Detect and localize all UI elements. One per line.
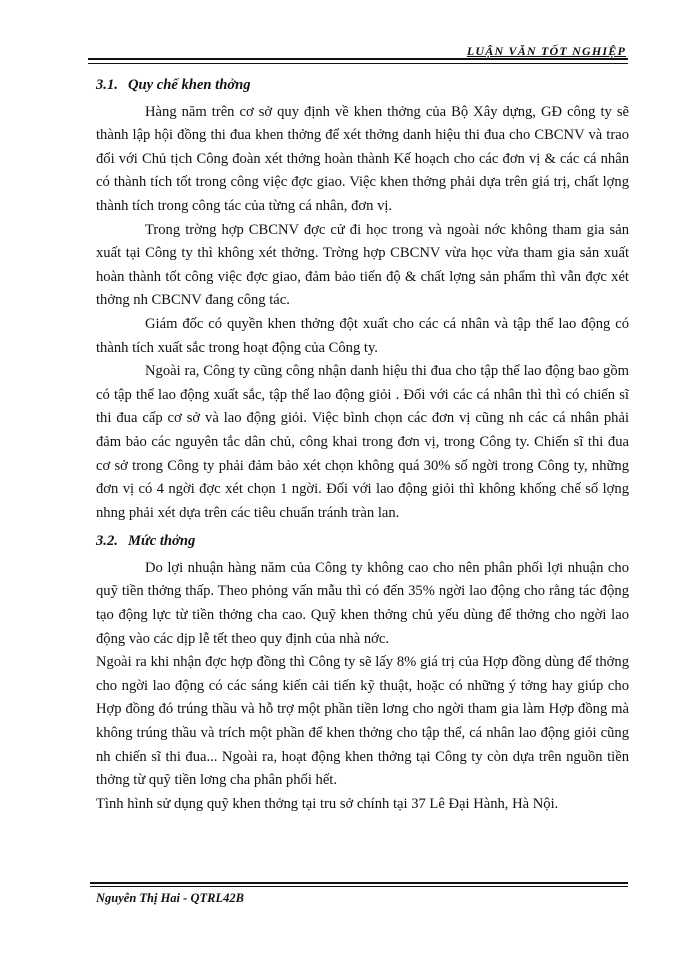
header-rule-thin (88, 63, 628, 64)
paragraph: Giám đốc có quyền khen thởng đột xuất cho các cá nhân và tập thể lao động có thành tích xuất sắc trong hoạt động của Công ty. (96, 315, 629, 356)
section-title: Quy chế khen thởng (128, 77, 251, 93)
section-title: Mức thởng (128, 533, 196, 550)
paragraph: Trong trờng hợp CBCNV đợc cử đi học trong và ngoài nớc không tham gia sản xuất tại Công ty thì không xét thởng. Trờng hợp CBCNV vừa học vừa tham gia sản xuất hoàn thành tốt công việc đợc giao, đảm bảo tiến độ & chất lợng sản phẩm thì vẫn đợc xét thởng nh CBCNV đang công tác. (96, 221, 629, 309)
paragraph: Ngoài ra khi nhận đợc hợp đồng thì Công ty sẽ lấy 8% giá trị của Hợp đồng dùng để thởng cho ngời lao động có các sáng kiến cải tiến kỹ thuật, hoặc có những ý tởng hay giúp cho Hợp đồng đó trúng thầu và hỗ trợ một phần tiền lơng cho ngời tham gia làm Hợp đồng mà không trúng thầu và trích một phần để khen thởng cho tập thể, cá nhân lao động giỏi cũng nh chiến sĩ thi đua... Ngoài ra, hoạt động khen thởng tại Công ty còn dựa trên nguồn tiền thởng từ quỹ tiền lơng cha phân phối hết. (96, 654, 629, 789)
footer-rule-thick (90, 882, 628, 884)
section-heading-3-1 (96, 74, 629, 98)
header-rule-thick (88, 58, 628, 60)
section-heading-3-2 (96, 530, 629, 554)
paragraph: Do lợi nhuận hàng năm của Công ty không cao cho nên phân phối lợi nhuận cho quỹ tiền thởng thấp. Theo phỏng vấn mẫu thì có đến 35% ngời lao động cho rằng tác động tạo động lực từ tiền thởng cha cao. Quỹ khen thởng chủ yếu dùng để thởng cho ngời lao động vào các dịp lễ tết theo quy định của nhà nớc. (96, 559, 629, 647)
paragraph: Hàng năm trên cơ sở quy định về khen thởng của Bộ Xây dựng, GĐ công ty sẽ thành lập hội đồng thi đua khen thởng để xét thởng danh hiệu thi đua cho CBCNV và trao đổi với Chủ tịch Công đoàn xét thởng hoàn thành Kế hoạch cho các đơn vị & các cá nhân có thành tích tốt trong công việc đợc giao. Việc khen thởng phải dựa trên giá trị, chất lợng thành tích trong công tác của từng cá nhân, đơn vị. (96, 103, 629, 214)
running-title: LUẬN VĂN TỐT NGHIỆP (466, 44, 626, 58)
paragraph: Tình hình sử dụng quỹ khen thởng tại tru sở chính tại 37 Lê Đại Hành, Hà Nội. (96, 795, 559, 812)
section-number: 3.1. (96, 77, 118, 93)
paragraph: Ngoài ra, Công ty cũng công nhận danh hiệu thi đua cho tập thể lao động bao gồm có tập thể lao động xuất sắc, tập thể lao động giỏi . Đối với các cá nhân thì thì có chiến sĩ thi đua cấp cơ sở và lao động giỏi. Việc bình chọn các đơn vị cũng nh các cá nhân phải đảm bảo các nguyên tắc dân chủ, công khai trong đơn vị, trong Công ty. Chiến sĩ thi đua cơ sở trong Công ty phải đảm bảo xét chọn không quá 30% số ngời trong Công ty, những đơn vị có 4 ngời đợc xét chọn 1 ngời. Đối với lao động giỏi thì không khống chế số lợng nhng phải xét dựa trên các tiêu chuẩn tránh tràn lan. (96, 363, 629, 521)
footer-author: Nguyễn Thị Hai - QTRL42B (96, 891, 244, 905)
footer-rule-thin (90, 886, 628, 887)
section-number: 3.2. (96, 533, 118, 550)
body-text (96, 74, 629, 816)
